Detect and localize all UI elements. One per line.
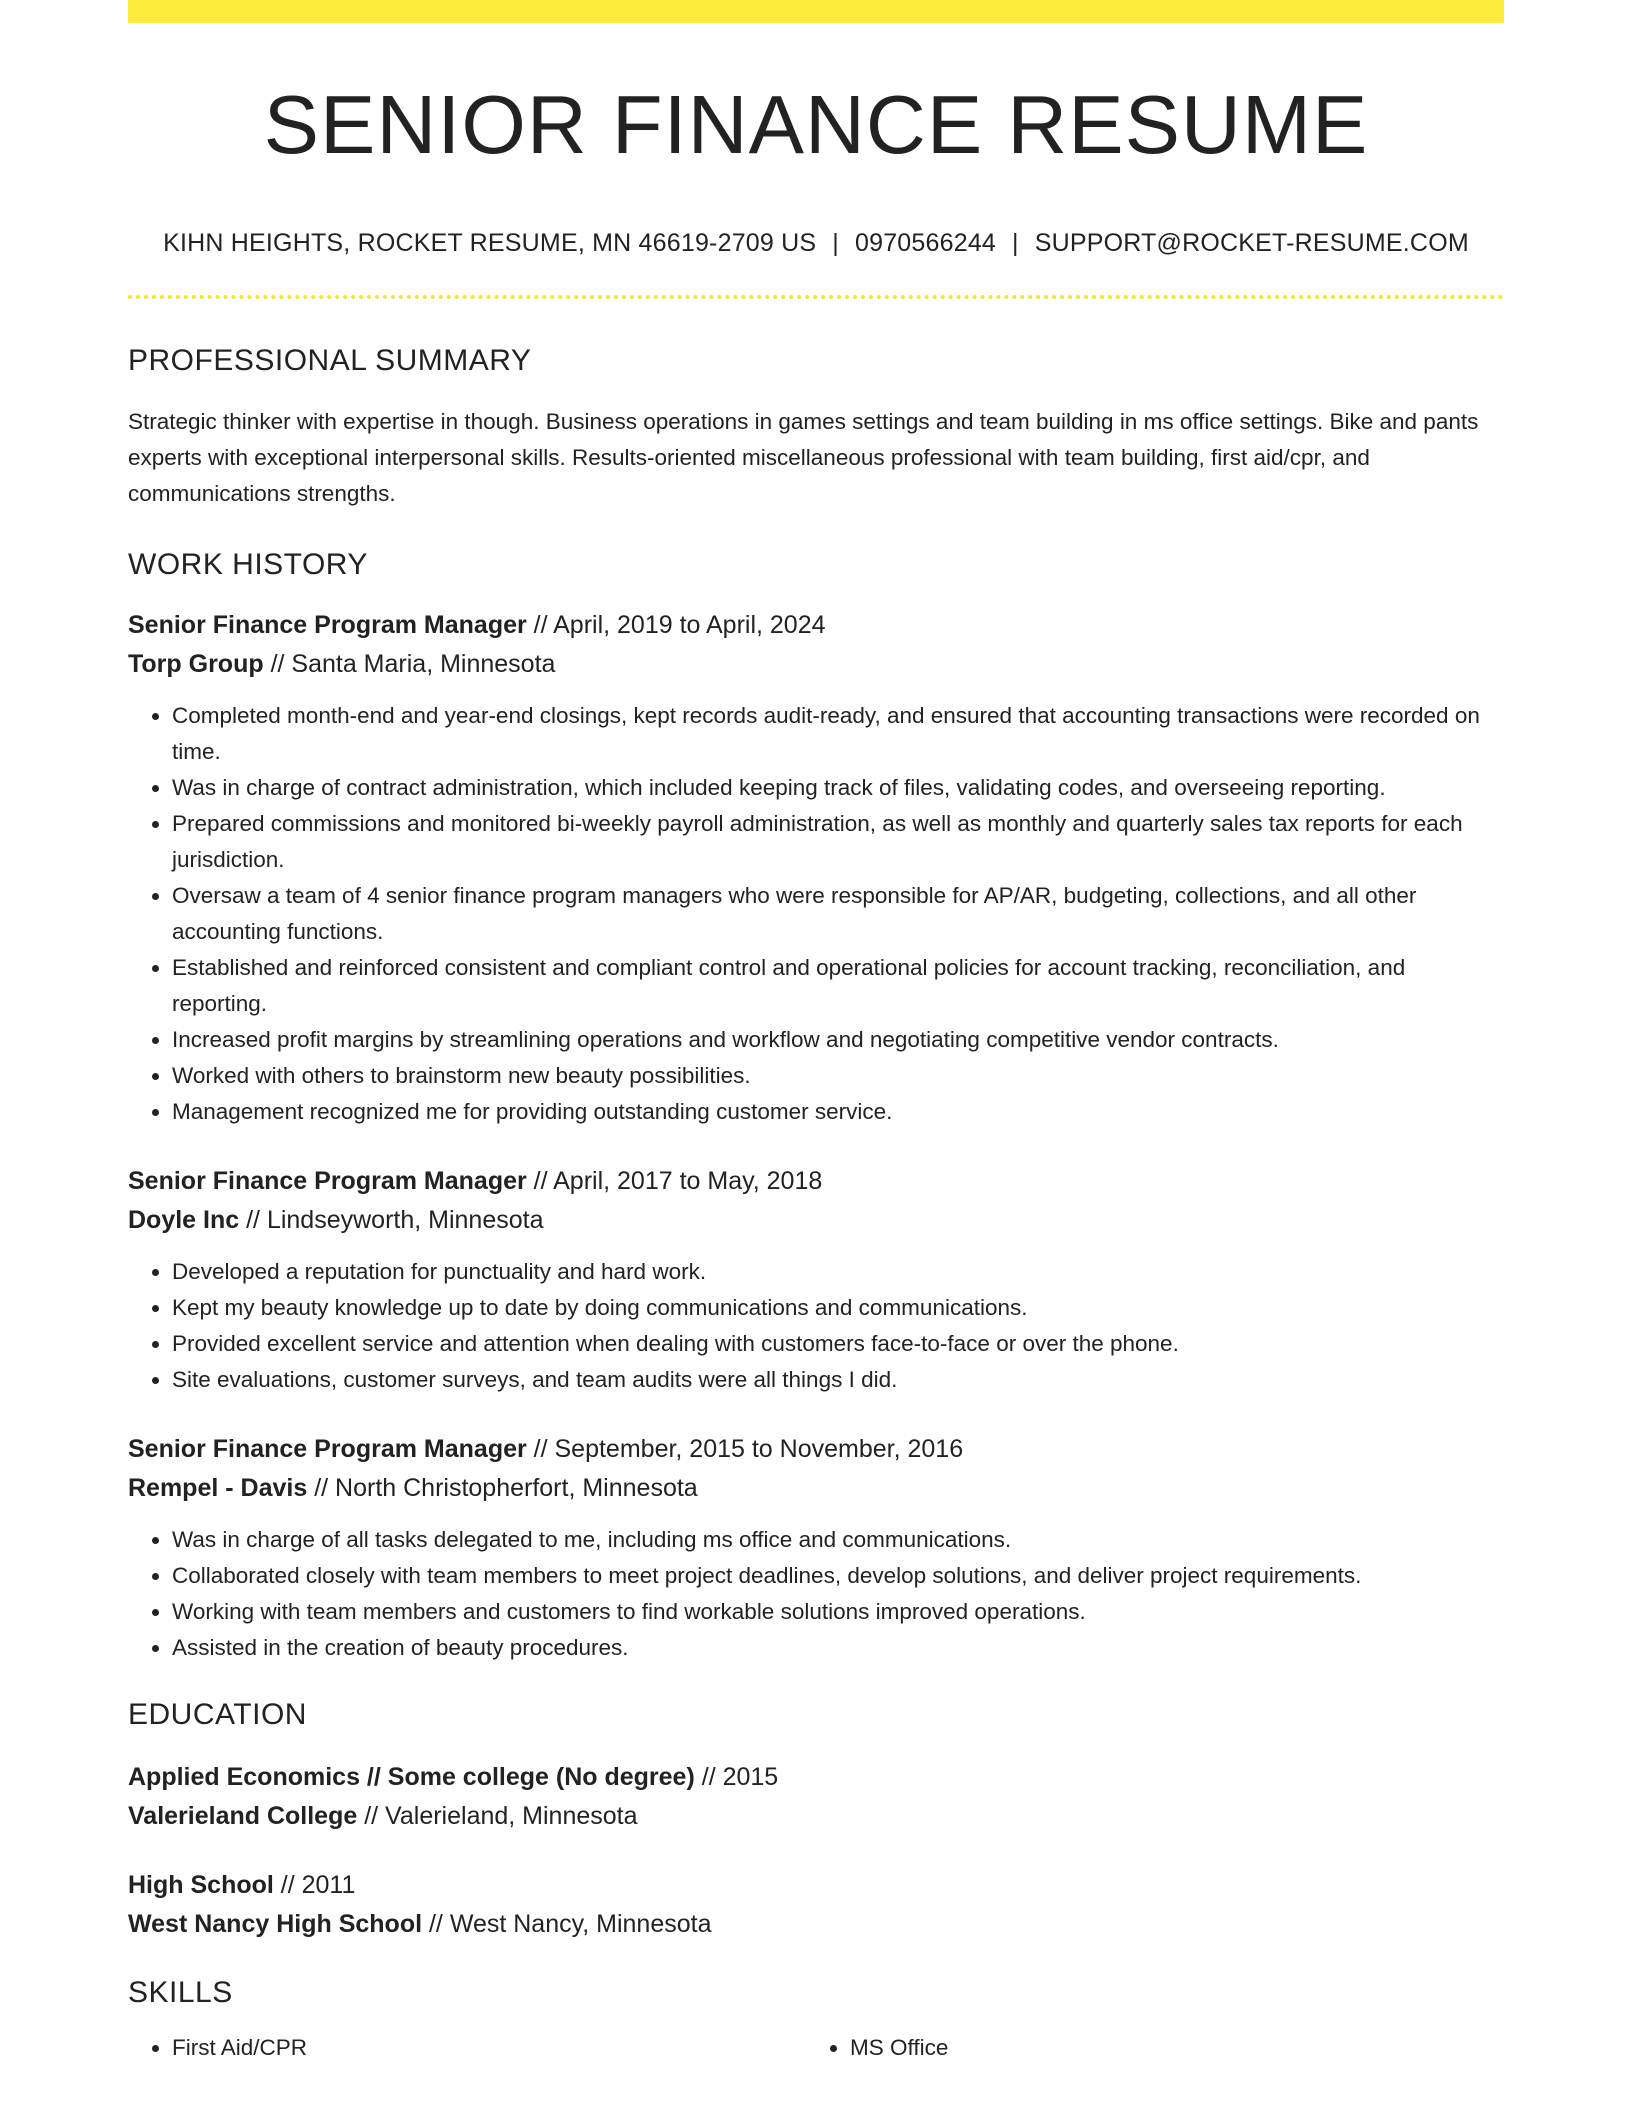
skills-list xyxy=(128,2030,1504,2066)
education-degree: Applied Economics // Some college (No degree) xyxy=(128,1763,695,1791)
job-company-line xyxy=(128,645,1504,684)
job-bullets xyxy=(128,1254,1504,1398)
job-company: Doyle Inc xyxy=(128,1206,240,1234)
job-company-line xyxy=(128,1201,1504,1240)
resume-page xyxy=(128,0,1504,2066)
list-item: • Increased profit margins by streamlining operations and workflow and negotiating competitive vendor contracts. xyxy=(172,1022,1504,1058)
job-header xyxy=(128,1162,1504,1201)
list-item: • Management recognized me for providing outstanding customer service. xyxy=(172,1094,1504,1130)
list-item: • Developed a reputation for punctuality and hard work. xyxy=(172,1254,1504,1290)
list-item: • Was in charge of all tasks delegated to me, including ms office and communications. xyxy=(172,1522,1504,1558)
list-item: • Working with team members and customers to find workable solutions improved operations. xyxy=(172,1594,1504,1630)
summary-heading: PROFESSIONAL SUMMARY xyxy=(128,344,532,377)
skill-item: • MS Office xyxy=(850,2030,1484,2066)
job-position: Senior Finance Program Manager xyxy=(128,1435,527,1463)
education-school-line xyxy=(128,1905,1504,1944)
skills-heading: SKILLS xyxy=(128,1976,233,2009)
contact-separator: | xyxy=(832,229,839,257)
resume-title: SENIOR FINANCE RESUME xyxy=(263,78,1369,171)
job-dates: // September, 2015 to November, 2016 xyxy=(526,1435,964,1463)
contact-email: SUPPORT@ROCKET-RESUME.COM xyxy=(1034,229,1469,257)
contact-address: KIHN HEIGHTS, ROCKET RESUME, MN 46619-2709 US xyxy=(163,229,817,257)
list-item: • Established and reinforced consistent and compliant control and operational policies for account tracking, reconciliation, and reporting. xyxy=(172,950,1504,1022)
list-item: • Worked with others to brainstorm new beauty possibilities. xyxy=(172,1058,1504,1094)
skills-column-left xyxy=(128,2030,806,2066)
education-year: // 2015 xyxy=(694,1763,779,1791)
contact-separator: | xyxy=(1012,229,1019,257)
education-location: // West Nancy, Minnesota xyxy=(422,1910,712,1938)
list-item: • Site evaluations, customer surveys, and team audits were all things I did. xyxy=(172,1362,1504,1398)
job-position: Senior Finance Program Manager xyxy=(128,1167,527,1195)
job-dates: // April, 2019 to April, 2024 xyxy=(526,611,826,639)
job-header xyxy=(128,1430,1504,1469)
education-entry xyxy=(128,1866,1504,1944)
job-location: // North Christopherfort, Minnesota xyxy=(307,1474,698,1502)
list-item: • Oversaw a team of 4 senior finance program managers who were responsible for AP/AR, budgeting, collections, and all other accounting functions. xyxy=(172,878,1504,950)
job-company: Rempel - Davis xyxy=(128,1474,308,1502)
job-position: Senior Finance Program Manager xyxy=(128,611,527,639)
education-school: Valerieland College xyxy=(128,1802,358,1830)
education-year: // 2011 xyxy=(273,1871,356,1899)
skill-item: • First Aid/CPR xyxy=(172,2030,806,2066)
skills-column-right xyxy=(806,2030,1484,2066)
education-degree: High School xyxy=(128,1871,274,1899)
job-bullets xyxy=(128,1522,1504,1666)
education-heading: EDUCATION xyxy=(128,1698,307,1731)
job-location: // Lindseyworth, Minnesota xyxy=(239,1206,544,1234)
job-company-line xyxy=(128,1469,1504,1508)
job-company: Torp Group xyxy=(128,650,264,678)
job-entry xyxy=(128,1162,1504,1240)
job-bullets xyxy=(128,698,1504,1130)
list-item: • Completed month-end and year-end closings, kept records audit-ready, and ensured that accounting transactions were recorded on time. xyxy=(172,698,1504,770)
education-school-line xyxy=(128,1797,1504,1836)
list-item: • Assisted in the creation of beauty procedures. xyxy=(172,1630,1504,1666)
job-entry xyxy=(128,1430,1504,1508)
education-degree-line xyxy=(128,1866,1504,1905)
education-school: West Nancy High School xyxy=(128,1910,423,1938)
list-item: • Was in charge of contract administration, which included keeping track of files, validating codes, and overseeing reporting. xyxy=(172,770,1504,806)
summary-text: Strategic thinker with expertise in though. Business operations in games settings and team building in ms office settings. Bike and pants experts with exceptional interpersonal skills. Results-oriented miscellaneous professional with team building, first aid/cpr, and communications strengths. xyxy=(128,409,1479,506)
work-history-heading: WORK HISTORY xyxy=(128,548,368,581)
education-entry xyxy=(128,1758,1504,1836)
list-item: • Prepared commissions and monitored bi-weekly payroll administration, as well as monthly and quarterly sales tax reports for each jurisdiction. xyxy=(172,806,1504,878)
top-accent-bar xyxy=(128,0,1504,23)
list-item: • Kept my beauty knowledge up to date by doing communications and communications. xyxy=(172,1290,1504,1326)
job-dates: // April, 2017 to May, 2018 xyxy=(526,1167,823,1195)
contact-line xyxy=(128,231,1504,256)
list-item: • Collaborated closely with team members to meet project deadlines, develop solutions, and deliver project requirements. xyxy=(172,1558,1504,1594)
job-entry xyxy=(128,606,1504,684)
job-header xyxy=(128,606,1504,645)
contact-phone: 0970566244 xyxy=(854,229,997,257)
education-location: // Valerieland, Minnesota xyxy=(357,1802,638,1830)
education-degree-line xyxy=(128,1758,1504,1797)
list-item: • Provided excellent service and attention when dealing with customers face-to-face or over the phone. xyxy=(172,1326,1504,1362)
header-divider xyxy=(128,295,1504,299)
job-location: // Santa Maria, Minnesota xyxy=(263,650,556,678)
